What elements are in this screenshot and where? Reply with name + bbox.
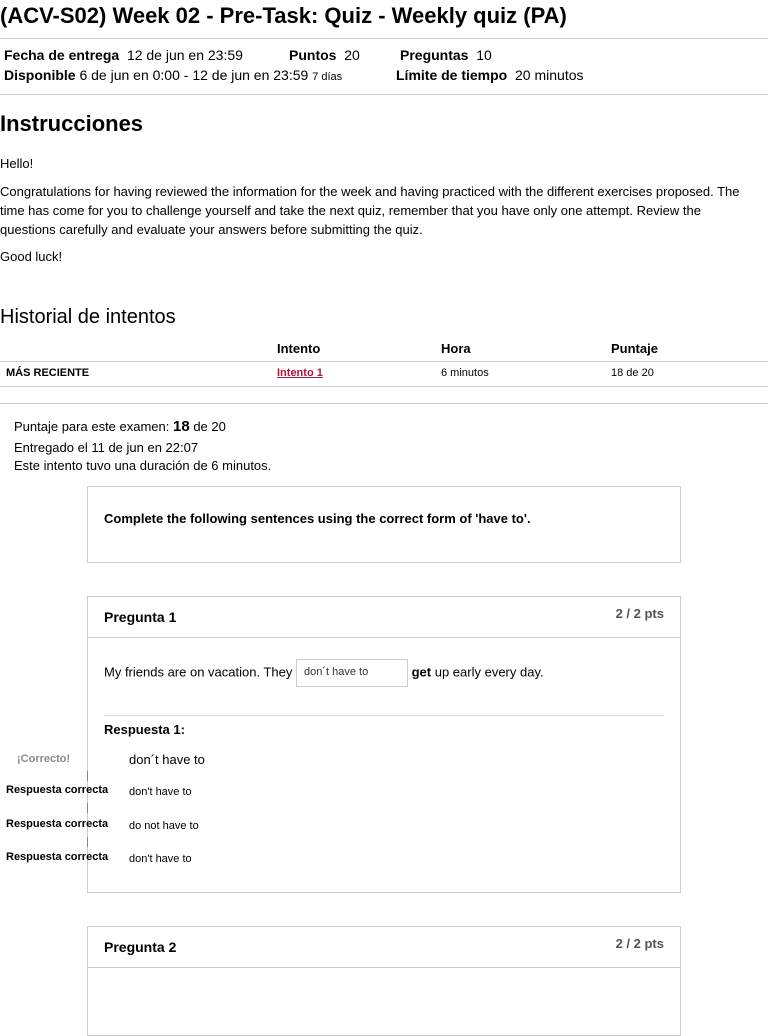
column-header-time: Hora [441,341,471,356]
table-divider [0,361,768,362]
divider [0,94,768,95]
question-title: Pregunta 1 [104,609,177,625]
time-limit [396,67,584,83]
correct-label: ¡Correcto! [17,753,71,765]
question-text [104,659,544,687]
instruction-box-text: Complete the following sentences using the correct form of 'have to'. [104,511,531,526]
answer-heading: Respuesta 1: [104,722,185,737]
correct-answer-label: Respuesta correcta [6,818,109,830]
question-header [88,927,680,968]
availability [4,67,342,83]
instructions-closing: Good luck! [0,249,63,264]
instructions-body: Congratulations for having reviewed the information for the week and having practiced with the different exercises proposed. The time has come for you to challenge yourself and take the next quiz, remember that you have only one attempt. Review the questions carefully and evaluate your answers before submitting the quiz. [0,184,740,237]
available-value: 6 de jun en 0:00 - 12 de jun en 23:59 [79,67,309,83]
due-date [4,47,243,63]
divider [0,38,768,39]
submitted-date: Entregado el 11 de jun en 22:07 [14,440,199,455]
points-value: 20 [344,47,360,63]
available-label: Disponible [4,67,76,83]
table-divider [0,386,768,387]
attempt-link[interactable]: Intento 1 [277,367,323,379]
questions-count [400,47,492,63]
instruction-box [87,486,681,563]
correct-answer-label: Respuesta correcta [6,851,109,863]
question-header [88,597,680,638]
points [289,47,360,63]
question-text-bold: get [411,664,432,680]
column-header-attempt: Intento [277,341,321,356]
answer-marker [87,803,88,813]
question-text-after: up early every day. [434,664,544,680]
time-limit-value: 20 minutos [515,67,584,83]
score-label: Puntaje para este examen: [14,419,170,434]
answer-input[interactable]: don´t have to [296,659,408,687]
available-days: 7 días [312,71,343,83]
page-title: (ACV-S02) Week 02 - Pre-Task: Quiz - Weekly quiz (PA) [0,3,567,28]
question-2 [87,926,681,1036]
instructions-greeting: Hello! [0,156,34,171]
instructions-heading: Instrucciones [0,111,144,136]
row-time: 6 minutos [441,367,489,379]
attempt-duration: Este intento tuvo una duración de 6 minutos. [14,458,272,473]
question-text-before: My friends are on vacation. They [104,664,293,680]
history-heading: Historial de intentos [0,306,176,328]
score-value: 18 [173,418,190,435]
answer-value: don't have to [129,786,192,798]
question-points: 2 / 2 pts [615,936,664,951]
points-label: Puntos [289,47,337,63]
answer-value: don´t have to [129,752,205,767]
correct-answer-label: Respuesta correcta [6,784,109,796]
question-points: 2 / 2 pts [615,606,664,621]
row-label: MÁS RECIENTE [6,367,90,379]
question-title: Pregunta 2 [104,939,177,955]
answer-divider [104,715,664,716]
questions-label: Preguntas [400,47,469,63]
column-header-score: Puntaje [611,341,658,356]
answer-marker [87,837,88,847]
questions-value: 10 [476,47,492,63]
divider [0,403,768,404]
answer-marker [87,771,88,781]
due-label: Fecha de entrega [4,47,120,63]
row-score: 18 de 20 [611,367,654,379]
score-total: de 20 [193,419,226,434]
due-value: 12 de jun en 23:59 [126,47,243,63]
time-limit-label: Límite de tiempo [396,67,508,83]
score-summary [14,418,226,435]
question-1 [87,596,681,893]
answer-value: don't have to [129,853,192,865]
answer-value: do not have to [129,820,199,832]
